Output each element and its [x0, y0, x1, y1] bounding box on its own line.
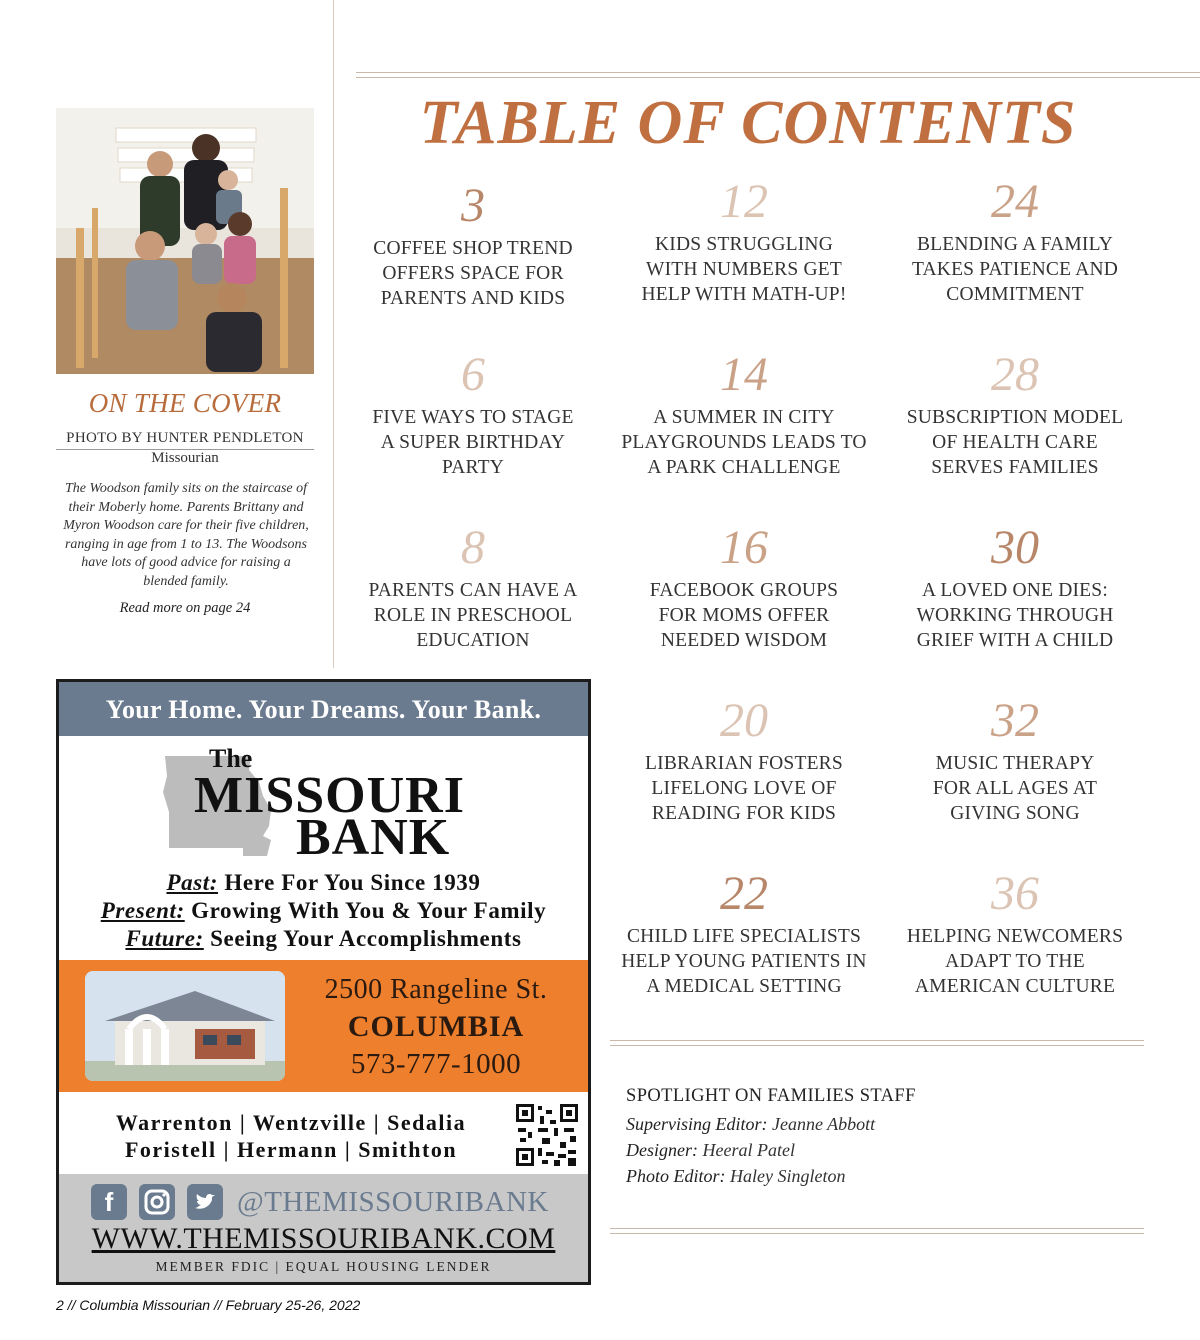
tagline-label: Present:	[100, 898, 185, 923]
tagline-text: Growing With You & Your Family	[184, 898, 547, 923]
social-handle[interactable]: @THEMISSOURIBANK	[237, 1186, 549, 1218]
photo-credit: PHOTO BY HUNTER PENDLETON	[56, 430, 314, 450]
phone-number[interactable]: 573-777-1000	[350, 1048, 522, 1080]
toc-headline: SUBSCRIPTION MODEL OF HEALTH CARE SERVES FAMILIES	[906, 407, 1124, 478]
staff-bottom-rule	[610, 1228, 1144, 1234]
tagline-text: Here For You Since 1939	[218, 870, 481, 895]
branch-building-photo	[85, 971, 285, 1081]
tagline-present	[59, 898, 588, 924]
fdic-notice: MEMBER FDIC | EQUAL HOUSING LENDER	[155, 1259, 492, 1274]
toc-page-number: 20	[720, 694, 768, 747]
logo-the: The	[209, 744, 253, 773]
facebook-icon[interactable]: f	[91, 1184, 127, 1220]
toc-item[interactable]	[880, 176, 1150, 307]
toc-page-number: 3	[461, 179, 485, 232]
staff-heading: SPOTLIGHT ON FAMILIES STAFF	[626, 1086, 916, 1106]
toc-page-number: 8	[461, 521, 485, 574]
staff-name: Haley Singleton	[730, 1166, 846, 1186]
city: COLUMBIA	[347, 1010, 525, 1043]
toc-title: TABLE OF CONTENTS	[419, 89, 1077, 157]
read-more-link[interactable]: Read more on page 24	[119, 600, 251, 616]
toc-item[interactable]	[609, 176, 879, 307]
toc-page-number: 32	[991, 694, 1039, 747]
staff-name: Heeral Patel	[702, 1140, 795, 1160]
staff-role: Photo Editor:	[626, 1166, 726, 1186]
staff-role: Supervising Editor:	[626, 1114, 768, 1134]
logo-missouri: MISSOURI	[194, 767, 465, 824]
staff-member	[626, 1163, 1126, 1189]
toc-item[interactable]	[609, 695, 879, 826]
toc-page-number: 12	[720, 175, 768, 228]
toc-headline: CHILD LIFE SPECIALISTS HELP YOUNG PATIENTS IN A MEDICAL SETTING	[621, 926, 867, 997]
toc-page-number: 24	[991, 175, 1039, 228]
toc-headline: A LOVED ONE DIES: WORKING THROUGH GRIEF WITH A CHILD	[916, 580, 1114, 651]
address-band	[59, 960, 588, 1092]
toc-item[interactable]	[880, 349, 1150, 480]
toc-item[interactable]	[609, 522, 879, 653]
toc-item[interactable]	[609, 349, 879, 480]
toc-item[interactable]	[880, 868, 1150, 999]
toc-item[interactable]	[338, 349, 608, 480]
toc-item[interactable]	[338, 180, 608, 311]
top-rule	[356, 72, 1200, 78]
logo-bank: BANK	[296, 809, 451, 866]
cover-photo	[56, 108, 314, 374]
staff-name: Jeanne Abbott	[772, 1114, 876, 1134]
staff-top-rule	[610, 1040, 1144, 1046]
toc-headline: PARENTS CAN HAVE A ROLE IN PRESCHOOL EDUCATION	[368, 580, 578, 651]
branch-list-line: Foristell | Hermann | Smithton	[124, 1137, 458, 1162]
toc-headline: COFFEE SHOP TREND OFFERS SPACE FOR PARENTS AND KIDS	[373, 238, 573, 309]
column-divider	[333, 0, 334, 668]
toc-page-number: 6	[461, 348, 485, 401]
cover-caption: The Woodson family sits on the staircase of their Moberly home. Parents Brittany and Myron Woodson care for their five children, ranging in age from 1 to 13. The Woodsons have lots of good advice for raising a blended family.	[63, 481, 309, 589]
photo-organization: Missourian	[151, 450, 219, 466]
tagline-label: Future:	[125, 926, 204, 951]
toc-page-number: 14	[720, 348, 768, 401]
cover-heading: ON THE COVER	[88, 388, 282, 418]
tagline-label: Past:	[166, 870, 219, 895]
street-address: 2500 Rangeline St.	[324, 974, 548, 1005]
staff-box	[626, 1086, 1126, 1189]
staff-member	[626, 1111, 1126, 1137]
toc-page-number: 22	[720, 867, 768, 920]
toc-headline: BLENDING A FAMILY TAKES PATIENCE AND COMMITMENT	[911, 234, 1119, 305]
toc-headline: MUSIC THERAPY FOR ALL AGES AT GIVING SONG	[932, 753, 1098, 824]
toc-headline: FIVE WAYS TO STAGE A SUPER BIRTHDAY PARTY	[372, 407, 574, 478]
toc-item[interactable]	[880, 695, 1150, 826]
staff-member	[626, 1137, 1126, 1163]
tagline-future	[59, 926, 588, 952]
website-link[interactable]: WWW.THEMISSOURIBANK.COM	[91, 1222, 556, 1255]
staff-role: Designer:	[626, 1140, 698, 1160]
toc-page-number: 28	[991, 348, 1039, 401]
tagline-past	[59, 870, 588, 896]
toc-page-number: 16	[720, 521, 768, 574]
toc-page-number: 36	[991, 867, 1039, 920]
qr-code-icon[interactable]	[514, 1102, 580, 1168]
toc-item[interactable]	[338, 522, 608, 653]
tagline-text: Seeing Your Accomplishments	[203, 926, 522, 951]
toc-headline: LIBRARIAN FOSTERS LIFELONG LOVE OF READING FOR KIDS	[645, 753, 843, 824]
page-footer: 2 // Columbia Missourian // February 25-26, 2022	[56, 1297, 361, 1313]
toc-headline: HELPING NEWCOMERS ADAPT TO THE AMERICAN CULTURE	[906, 926, 1124, 997]
toc-item[interactable]	[609, 868, 879, 999]
social-band	[59, 1174, 588, 1282]
toc-item[interactable]	[880, 522, 1150, 653]
ad-banner: Your Home. Your Dreams. Your Bank.	[59, 682, 588, 736]
toc-headline: FACEBOOK GROUPS FOR MOMS OFFER NEEDED WISDOM	[649, 580, 839, 651]
toc-headline: A SUMMER IN CITY PLAYGROUNDS LEADS TO A PARK CHALLENGE	[621, 407, 867, 478]
branch-list-line: Warrenton | Wentzville | Sedalia	[115, 1110, 467, 1135]
instagram-icon[interactable]	[139, 1184, 175, 1220]
toc-headline: KIDS STRUGGLING WITH NUMBERS GET HELP WITH MATH-UP!	[641, 234, 847, 305]
twitter-icon[interactable]	[187, 1184, 223, 1220]
bank-advertisement[interactable]	[56, 679, 591, 1285]
toc-page-number: 30	[991, 521, 1039, 574]
branch-address	[291, 974, 581, 1081]
